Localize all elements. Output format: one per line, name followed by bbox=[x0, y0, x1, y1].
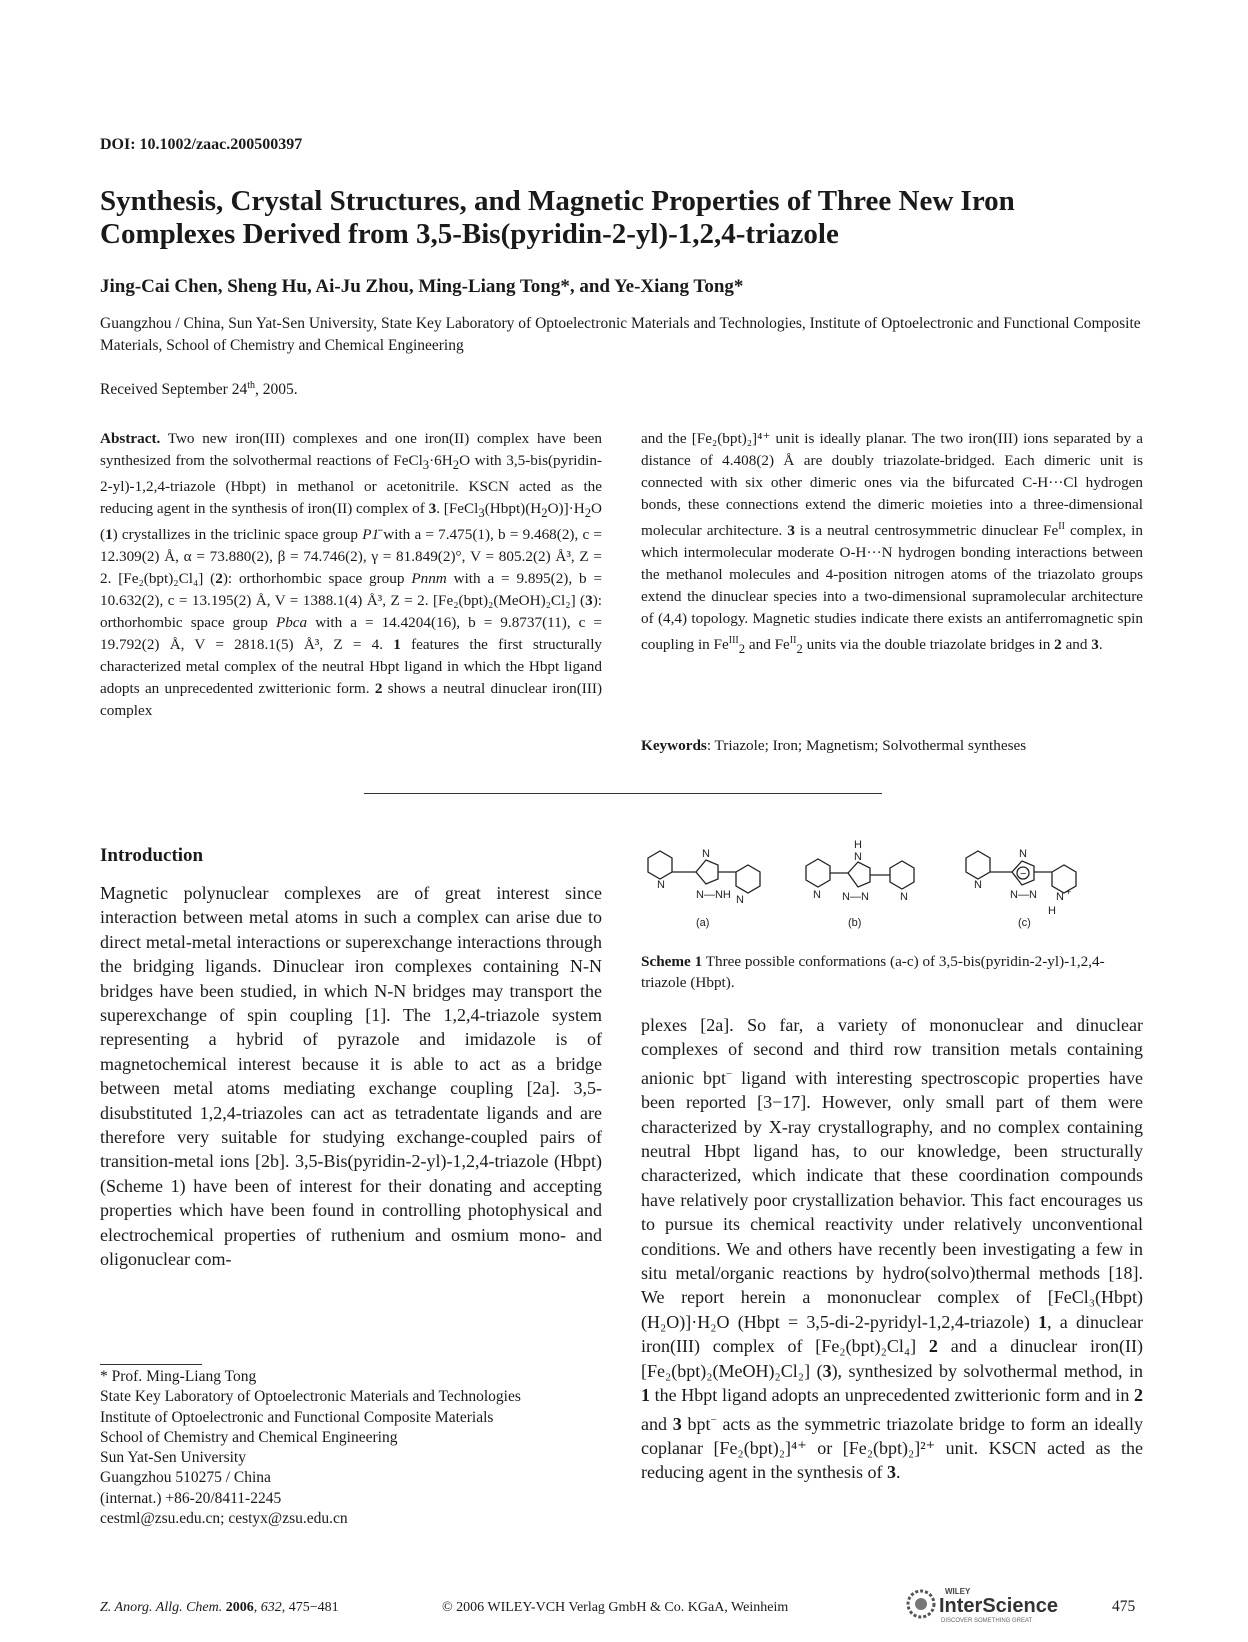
atom-label: N—NH bbox=[696, 889, 731, 901]
structure-c bbox=[966, 848, 1076, 929]
atom-label: N bbox=[900, 891, 908, 903]
introduction-heading: Introduction bbox=[100, 845, 204, 866]
atom-label: N—N bbox=[1010, 889, 1037, 901]
affiliation: Guangzhou / China, Sun Yat-Sen University, State Key Laboratory of Optoelectronic Materials and Technologies, Institute of Optoelectronic and Functional Composite Materials, School of Chemistry and Chemical Engineering bbox=[100, 315, 1141, 354]
section-divider bbox=[364, 793, 882, 794]
svg-text:DISCOVER SOMETHING GREAT: DISCOVER SOMETHING GREAT bbox=[941, 1618, 1033, 1624]
footnote-line: (internat.) +86-20/8411-2245 bbox=[100, 1489, 282, 1507]
atom-label: N bbox=[813, 889, 821, 901]
structure-label-c: (c) bbox=[1018, 917, 1031, 929]
body-text-right: plexes [2a]. So far, a variety of mononuclear and dinuclear complexes of second and third row transition metals containing anionic bpt− ligand with interesting spectroscopic properties have been reported [3−17]. However, only small part of them were characterized by X-ray crystallography, and no complex containing neutral Hbpt ligand has, to our knowledge, been structurally characterized, which indicate that these coordination compounds have relatively poor crystallization behavior. This fact encourages us to pursue its chemical reactivity under relatively unconventional conditions. We and others have recently been investigating a few in situ metal/organic reactions by hydro(solvo)thermal methods [18]. We report herein a mononuclear complex of [FeCl₃(Hbpt)(H₂O)]·H₂O (Hbpt = 3,5-di-2-pyridyl-1,2,4-triazole) 1, a dinuclear iron(III) complex of [Fe₂(bpt)₂Cl₄] 2 and a dinuclear iron(II) [Fe₂(bpt)₂(MeOH)₂Cl₂] (3), synthesized by solvothermal method, in 1 the Hbpt ligand adopts an unprecedented zwitterionic form and in 2 and 3 bpt− acts as the symmetric triazolate bridge to form an ideally coplanar [Fe₂(bpt)₂]⁴⁺ or [Fe₂(bpt)₂]²⁺ unit. KSCN acted as the reducing agent in the synthesis of 3. bbox=[641, 1015, 1143, 1483]
interscience-logo bbox=[905, 1584, 1077, 1624]
received-date: Received September 24th, 2005. bbox=[100, 380, 298, 399]
footnote-line: * Prof. Ming-Liang Tong bbox=[100, 1368, 257, 1385]
abstract-label: Abstract. bbox=[100, 430, 161, 447]
structure-b bbox=[806, 839, 914, 929]
atom-label: N bbox=[1019, 848, 1027, 860]
introduction-text: Magnetic polynuclear complexes are of great interest since interaction between metal atoms in such a complex can arise due to direct metal-metal interactions or superexchange interactions through the bridging ligands. Dinuclear iron complexes containing N-N bridges have been studied, in which N-N bridges may transport the superexchange of spin coupling [1]. The 1,2,4-triazole system representing a hybrid of pyrazole and imidazole is of magnetochemical interest because it is able to act as a bridge between metal atoms mediating exchange coupling [2a]. 3,5-disubstituted 1,2,4-triazoles can act as tetradentate ligands and are therefore very suitable for studying exchange-coupled pairs of transition-metal ions [2b]. 3,5-Bis(pyridin-2-yl)-1,2,4-triazole (Hbpt) (Scheme 1) have been of interest for their donating and accepting properties which have been found in controlling photophysical and electrochemical properties of ruthenium and osmium mono- and oligonuclear com- bbox=[100, 883, 602, 1270]
scheme-1-structures bbox=[636, 838, 1148, 938]
corresponding-author-footnote bbox=[100, 1367, 620, 1529]
atom-label: N bbox=[854, 851, 862, 863]
svg-text:WILEY: WILEY bbox=[945, 1587, 971, 1596]
footnote-email[interactable]: cestml@zsu.edu.cn; cestyx@zsu.edu.cn bbox=[100, 1510, 348, 1528]
footnote-line: School of Chemistry and Chemical Engineering bbox=[100, 1428, 398, 1446]
article-title: Synthesis, Crystal Structures, and Magnetic Properties of Three New Iron Complexes Derived from 3,5-Bis(pyridin-2-yl)-1,2,4-triazole bbox=[100, 185, 1015, 250]
atom-label: N—N bbox=[842, 891, 869, 903]
footnote-line: Institute of Optoelectronic and Functional Composite Materials bbox=[100, 1408, 494, 1426]
atom-label: N bbox=[702, 848, 710, 860]
footnote-line: Guangzhou 510275 / China bbox=[100, 1469, 271, 1487]
plus-charge: + bbox=[1066, 887, 1072, 897]
footnote-line: State Key Laboratory of Optoelectronic Materials and Technologies bbox=[100, 1388, 521, 1406]
journal-citation: Z. Anorg. Allg. Chem. 2006, 632, 475−481 bbox=[100, 1600, 339, 1615]
scheme-caption: Scheme 1 Three possible conformations (a-c) of 3,5-bis(pyridin-2-yl)-1,2,4-triazole (Hbpt). bbox=[641, 953, 1105, 991]
structure-label-b: (b) bbox=[848, 917, 862, 929]
page-number: 475 bbox=[1112, 1598, 1136, 1615]
atom-label: N bbox=[736, 894, 744, 906]
atom-label: H bbox=[1048, 905, 1056, 917]
atom-label: N bbox=[657, 879, 665, 891]
abstract-left: Abstract. Two new iron(III) complexes and one iron(II) complex have been synthesized from the solvothermal reactions of $FeCl_3\cdot 6H_2O$ with 3,5-bis(pyridin-2-yl)-1,2,4-triazole (Hbpt) in methanol or acetonitrile. KSCN acted as the reducing agent in the synthesis of iron(II) complex of 3. $[FeCl_3(Hbpt)(H_2O)]\cdot H_2O$ (1) crystallizes in the triclinic space group P1̄ with a = 7.475(1), b = 9.468(2), c = 12.309(2) Å, α = 73.880(2), β = 74.746(2), γ = 81.849(2)°, V = 805.2(2) Å³, Z = 2. [Fe₂(bpt)₂Cl₄] (2): orthorhombic space group Pnnm with a = 9.895(2), b = 10.632(2), c = 13.195(2) Å, V = 1388.1(4) Å³, Z = 2. [Fe₂(bpt)₂(MeOH)₂Cl₂] (3): orthorhombic space group Pbca with a = 14.4204(16), b = 9.8737(11), c = 19.792(2) Å, V = 2818.1(5) Å³, Z = 4. 1 features the first structurally characterized metal complex of the neutral Hbpt ligand in which the Hbpt ligand adopts an unprecedented zwitterionic form. 2 shows a neutral dinuclear iron(III) complex bbox=[100, 430, 603, 720]
atom-label: N bbox=[974, 879, 982, 891]
copyright: © 2006 WILEY-VCH Verlag GmbH & Co. KGaA, Weinheim bbox=[442, 1600, 789, 1615]
structure-label-a: (a) bbox=[696, 917, 710, 929]
minus-charge: − bbox=[1020, 868, 1027, 880]
footnote-line: Sun Yat-Sen University bbox=[100, 1449, 246, 1467]
keywords: Keywords: Triazole; Iron; Magnetism; Solvothermal syntheses bbox=[641, 737, 1027, 754]
authors: Jing-Cai Chen, Sheng Hu, Ai-Ju Zhou, Ming-Liang Tong*, and Ye-Xiang Tong* bbox=[100, 276, 744, 297]
footnote-rule bbox=[100, 1364, 202, 1365]
svg-text:InterScience: InterScience bbox=[939, 1595, 1058, 1617]
abstract-right: and the [Fe₂(bpt)₂]⁴⁺ unit is ideally planar. The two iron(III) ions separated by a distance of 4.408(2) Å are doubly triazolate-bridged. Each dimeric unit is connected with six other dimeric ones via the bifurcated C-H···Cl hydrogen bonds, these connections extend the dimeric moieties into a three-dimensional molecular architecture. 3 is a neutral centrosymmetric dinuclear $Fe^{II}$ complex, in which intermolecular moderate O-H···N hydrogen bonding interactions between the methanol molecules and 4-position nitrogen atoms of the triazolato groups extend the dinuclear species into a two-dimensional supramolecular architecture of (4,4) topology. Magnetic studies indicate there exists an antiferromagnetic spin coupling in $Fe^{III}_2$ and $Fe^{II}_2$ units via the double triazolate bridges in 2 and 3. bbox=[641, 430, 1143, 657]
atom-label: N bbox=[1056, 891, 1064, 903]
doi: DOI: 10.1002/zaac.200500397 bbox=[100, 136, 303, 153]
structure-a bbox=[648, 848, 760, 929]
atom-label: H bbox=[854, 839, 862, 851]
